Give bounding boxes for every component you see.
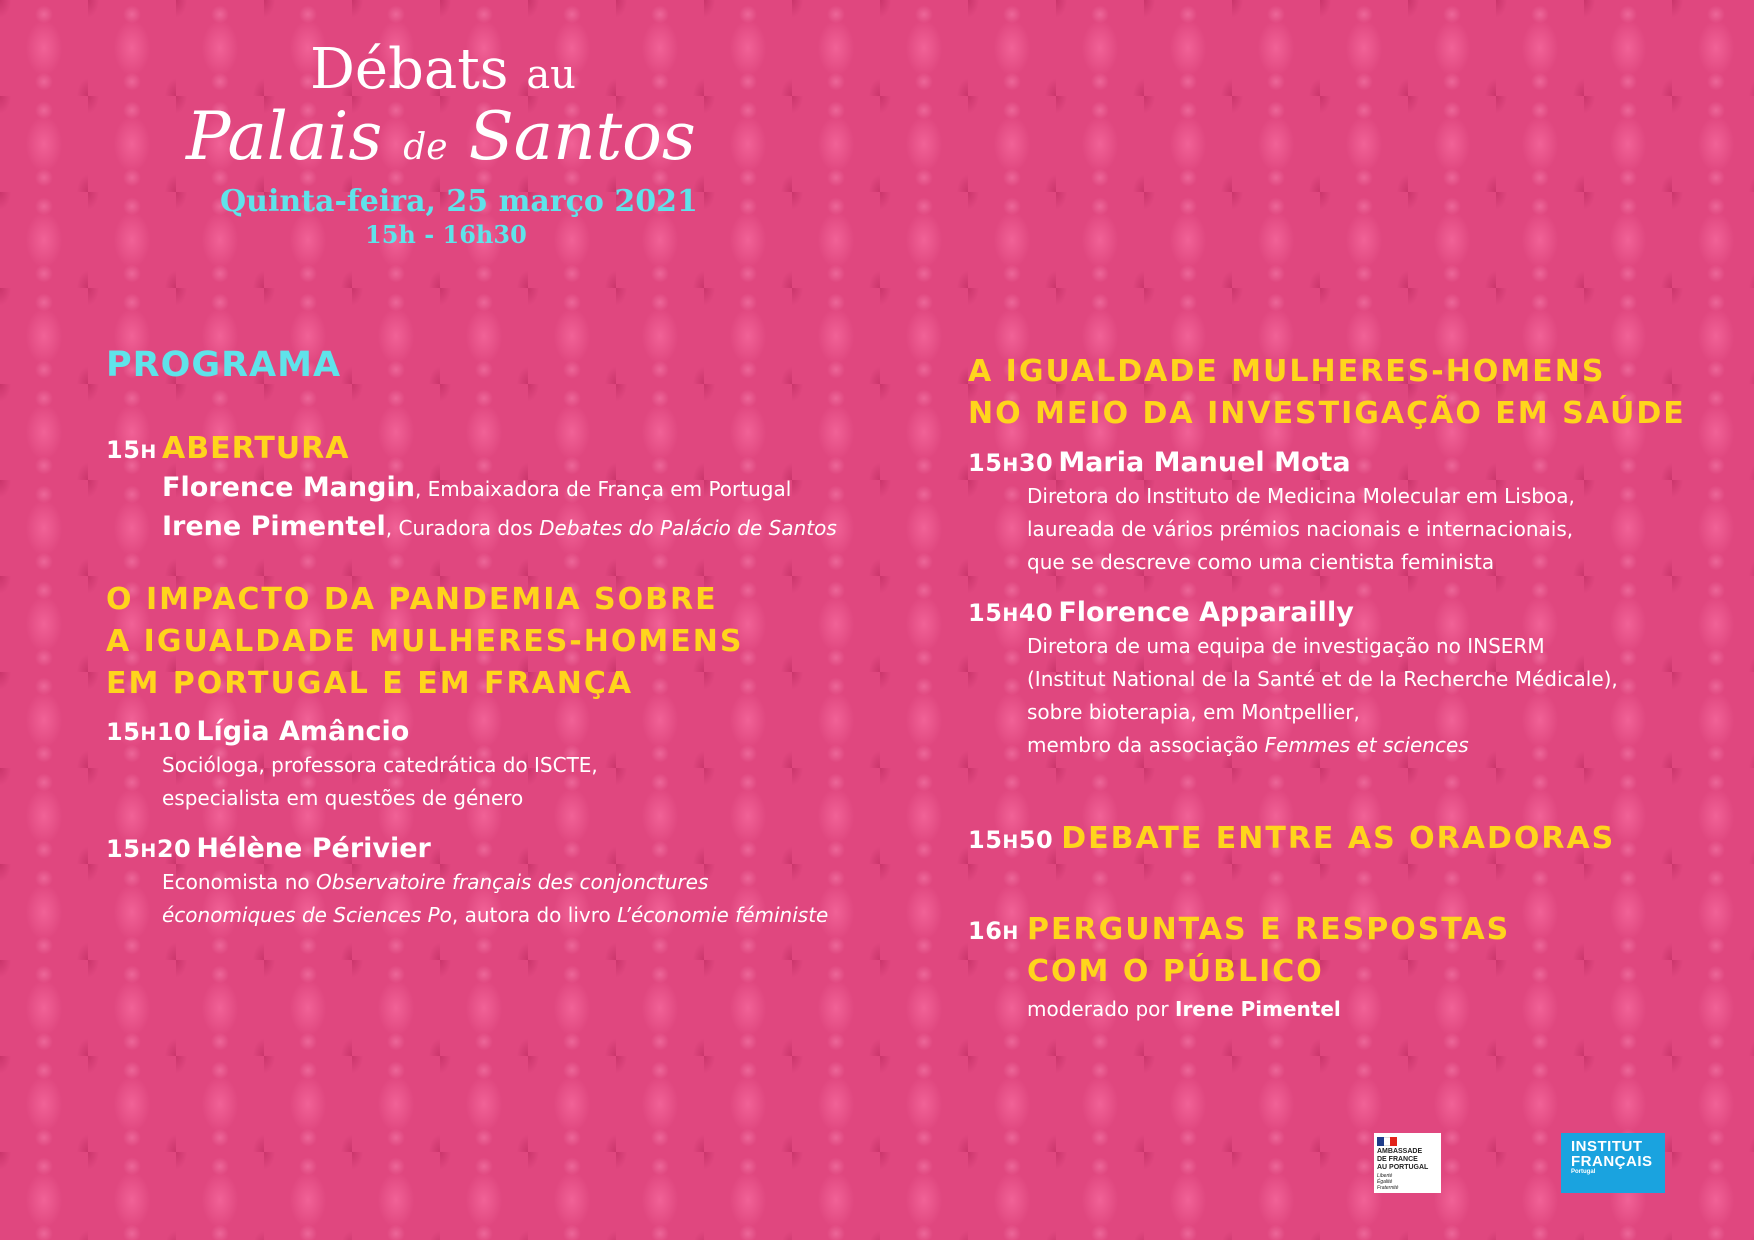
talk-perivier-time: 15H20	[106, 835, 192, 863]
talk-mota-name: Maria Manuel Mota	[1058, 447, 1351, 478]
talk-mota-desc: Diretora do Instituto de Medicina Molecular em Lisboa, laureada de vários prémios nacionais e internacionais, que se descreve como uma cientista feminista	[1027, 484, 1575, 574]
qa-moderator: moderado por Irene Pimentel	[1027, 997, 1341, 1021]
institut-francais-logo: INSTITUT FRANÇAIS Portugal	[1561, 1133, 1665, 1193]
talk-perivier-desc: Economista no Observatoire français des conjonctures économiques de Sciences Po, autora do livro L’économie féministe	[162, 870, 829, 927]
french-flag-icon	[1377, 1137, 1397, 1146]
debate-title: DEBATE ENTRE AS ORADORAS	[1061, 821, 1616, 856]
title-au: au	[526, 52, 576, 98]
right-section-title: A IGUALDADE MULHERES-HOMENS NO MEIO DA INVESTIGAÇÃO EM SAÚDE	[968, 354, 1686, 431]
opening-block	[106, 428, 837, 548]
debate-time: 15H50	[968, 826, 1054, 854]
talk-perivier-name: Hélène Périvier	[196, 833, 431, 864]
left-section-title: O IMPACTO DA PANDEMIA SOBRE A IGUALDADE MULHERES-HOMENS EM PORTUGAL E EM FRANÇA	[106, 582, 744, 701]
talk-apparailly-desc: Diretora de uma equipa de investigação no INSERM (Institut National de la Santé et de la Recherche Médicale), sobre bioterapia, em Montpellier, membro da associação Femmes et sciences	[1027, 634, 1618, 757]
talk-mota	[968, 447, 1575, 579]
talk-apparailly-name: Florence Apparailly	[1058, 597, 1354, 628]
opening-speaker-1: Florence Mangin, Embaixadora de França em Portugal	[162, 472, 792, 503]
title-debats: Débats	[310, 37, 509, 102]
opening-speaker-2: Irene Pimentel, Curadora dos Debates do Palácio de Santos	[162, 511, 837, 542]
talk-amancio-desc: Socióloga, professora catedrática do ISCTE, especialista em questões de género	[162, 753, 598, 810]
talk-apparailly-time: 15H40	[968, 599, 1054, 627]
talk-amancio-name: Lígia Amâncio	[196, 716, 410, 747]
opening-time: 15H	[106, 436, 157, 464]
talk-amancio-time: 15H10	[106, 718, 192, 746]
talk-mota-time: 15H30	[968, 449, 1054, 477]
qa-time: 16H	[968, 917, 1019, 945]
debate-block	[968, 818, 1615, 860]
talk-perivier	[106, 833, 828, 932]
title-line-2	[186, 98, 696, 175]
opening-speakers	[162, 470, 837, 548]
event-hours: 15h - 16h30	[365, 220, 527, 249]
qa-title-2: COM O PÚBLICO	[1027, 954, 1324, 989]
event-date: Quinta-feira, 25 março 2021	[220, 184, 698, 219]
title-palais: Palais	[186, 98, 383, 175]
qa-title-1: PERGUNTAS E RESPOSTAS	[1027, 912, 1511, 947]
programa-heading: PROGRAMA	[106, 345, 342, 385]
title-de: de	[403, 127, 448, 168]
talk-apparailly	[968, 597, 1618, 762]
talk-amancio	[106, 716, 598, 815]
ambassade-logo: AMBASSADE DE FRANCE AU PORTUGAL Liberté Égalité Fraternité	[1374, 1133, 1441, 1193]
opening-title: ABERTURA	[162, 431, 350, 466]
qa-block	[968, 909, 1510, 1026]
title-santos: Santos	[468, 98, 696, 175]
title-line-1	[310, 37, 576, 102]
